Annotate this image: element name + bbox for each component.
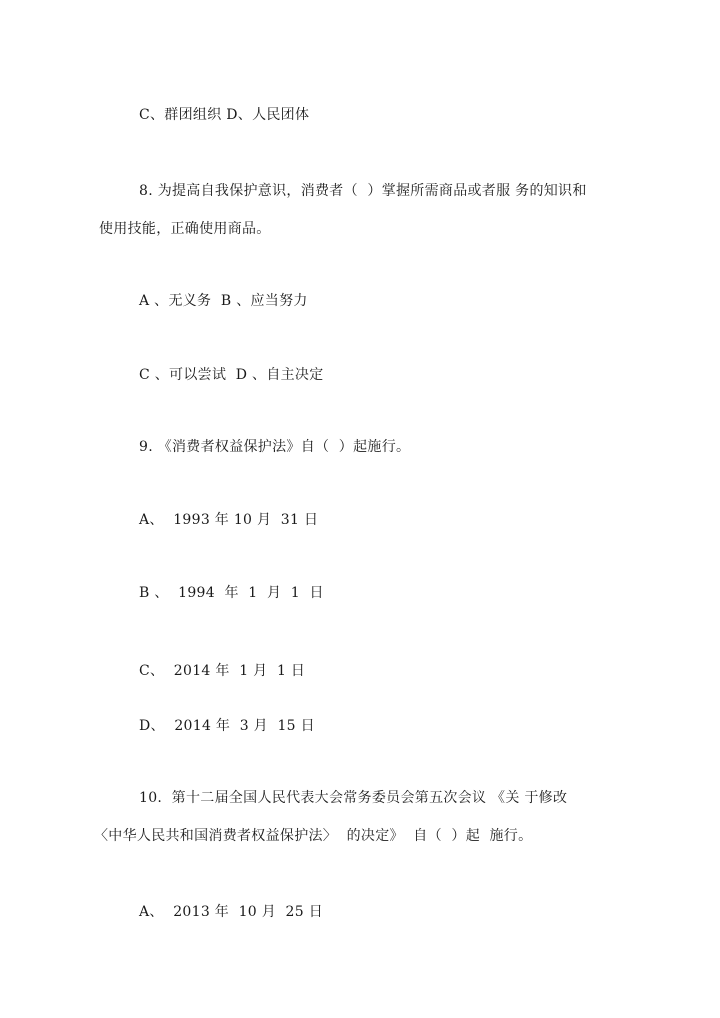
question-9: 9. 《消费者权益保护法》自（ ）起施行。 <box>139 439 411 455</box>
question-9-option-c: C、 2014 年 1 月 1 日 <box>139 663 306 679</box>
question-8-line-1: 8. 为提高自我保护意识，消费者（ ）掌握所需商品或者服 务的知识和 <box>139 183 587 199</box>
question-9-option-a: A、 1993 年 10 月 31 日 <box>139 512 319 528</box>
option-line-c-d: C、群团组织 D、人民团体 <box>139 107 310 123</box>
question-9-option-b: B 、 1994 年 1 月 1 日 <box>139 585 324 601</box>
question-10-line-1: 10. 第十二届全国人民代表大会常务委员会第五次会议 《关 于修改 <box>139 790 568 806</box>
question-9-option-d: D、 2014 年 3 月 15 日 <box>139 718 315 734</box>
question-10-option-a: A、 2013 年 10 月 25 日 <box>139 904 324 920</box>
question-8-options-c-d: C 、可以尝试 D 、自主决定 <box>139 367 324 383</box>
question-8-options-a-b: A 、无义务 B 、应当努力 <box>139 293 308 309</box>
question-10-line-2: 〈中华人民共和国消费者权益保护法〉 的决定》 自（ ）起 施行。 <box>94 828 533 844</box>
question-8-line-2: 使用技能，正确使用商品。 <box>99 221 271 237</box>
